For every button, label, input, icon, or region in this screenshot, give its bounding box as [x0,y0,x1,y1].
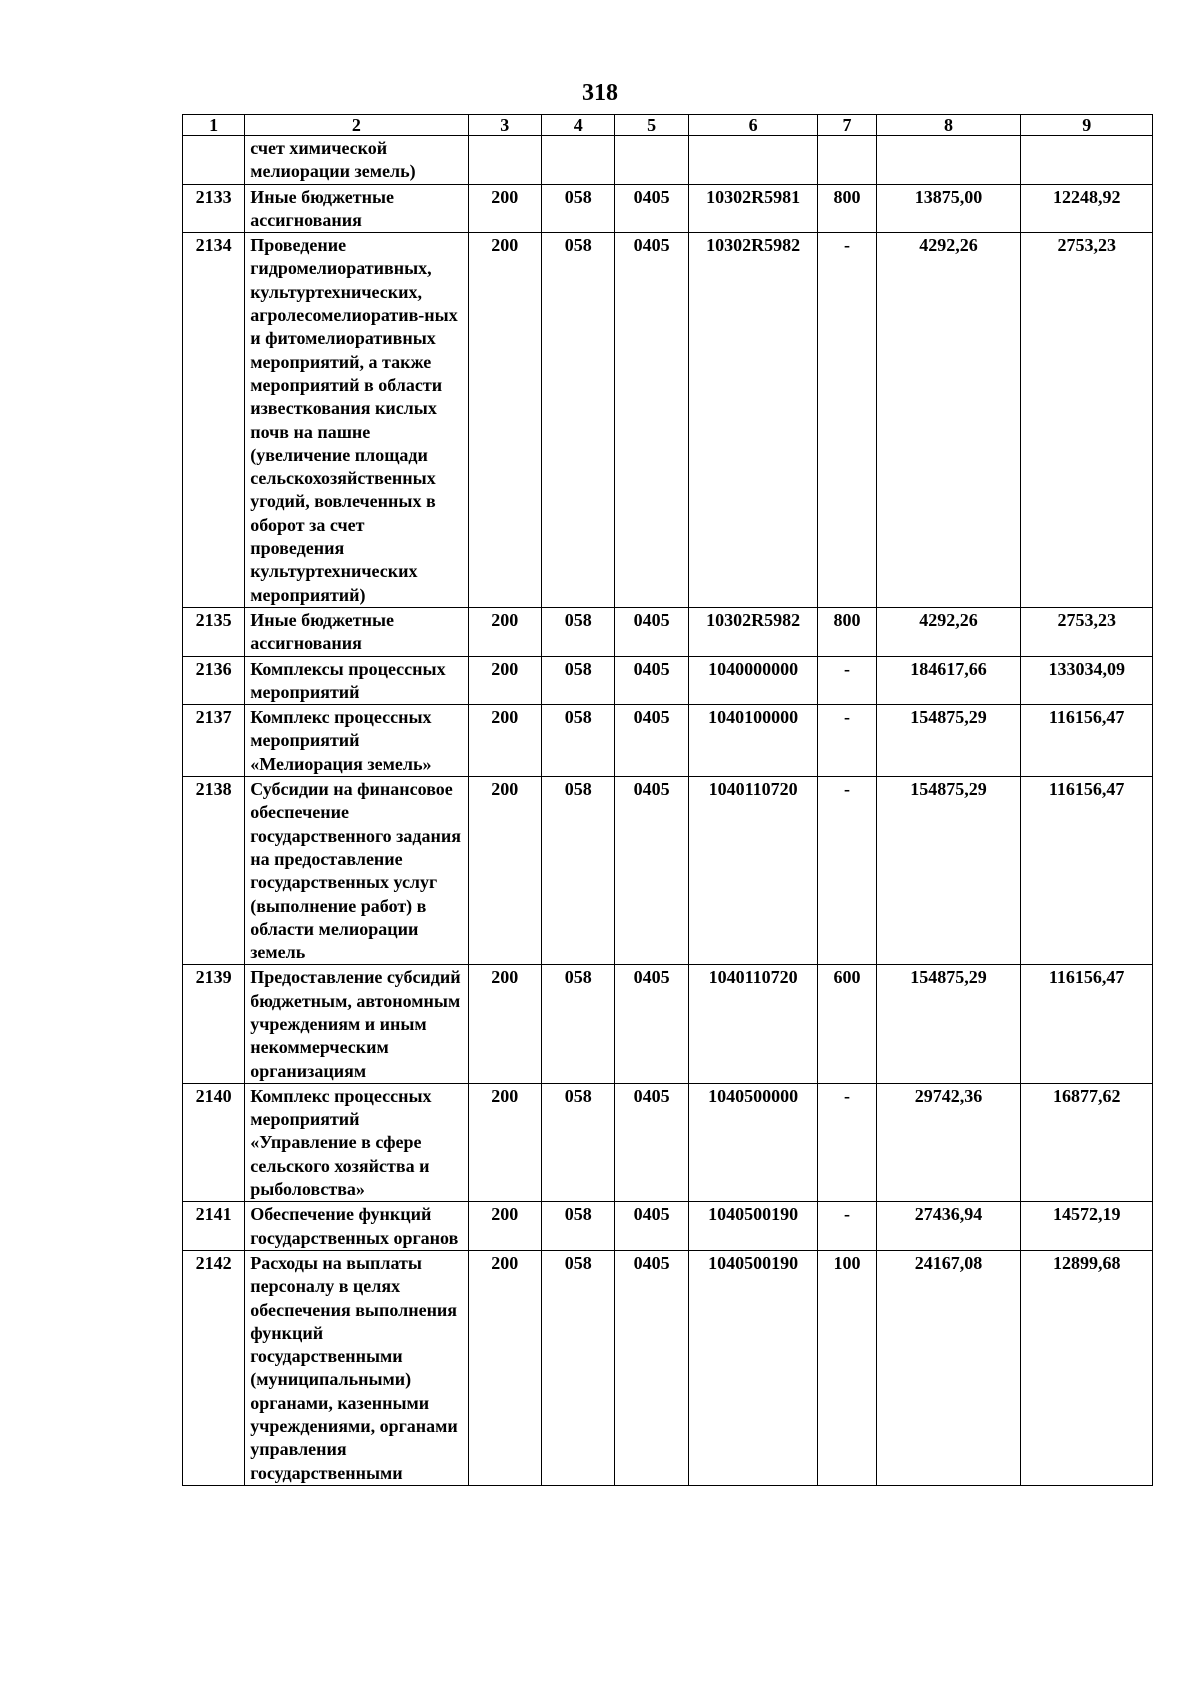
cell-col-3: 200 [468,777,541,965]
table-row [183,965,1153,1083]
row-description: Проведение гидромелиоративных, культуртехнических, агролесомелиоратив-ных и фитомелиоративных мероприятий, а также мероприятий в области известкования кислых почв на пашне (увеличение площади сельскохозяйственных угодий, вовлеченных в оборот за счет проведения культуртехнических мероприятий) [245,233,468,608]
cell-col-6: 1040100000 [688,705,818,777]
row-description: Расходы на выплаты персоналу в целях обеспечения выполнения функций государственными (муниципальными) органами, казенными учреждениями, органами управления государственными [245,1250,468,1485]
cell-col-8 [876,136,1021,185]
cell-col-8: 154875,29 [876,965,1021,1083]
cell-col-3: 200 [468,184,541,233]
cell-col-7: 800 [818,607,876,656]
column-header-5: 5 [615,115,688,136]
cell-col-8: 4292,26 [876,607,1021,656]
cell-col-5: 0405 [615,656,688,705]
column-header-2: 2 [245,115,468,136]
cell-col-8: 13875,00 [876,184,1021,233]
cell-col-8: 154875,29 [876,777,1021,965]
cell-col-3: 200 [468,965,541,1083]
row-description: счет химической мелиорации земель) [245,136,468,185]
table-row [183,184,1153,233]
row-number: 2135 [183,607,245,656]
cell-col-9: 133034,09 [1021,656,1153,705]
cell-col-4: 058 [542,1202,615,1251]
row-number: 2138 [183,777,245,965]
table-row [183,136,1153,185]
cell-col-8: 184617,66 [876,656,1021,705]
cell-col-3: 200 [468,1202,541,1251]
cell-col-6: 1040110720 [688,965,818,1083]
column-header-3: 3 [468,115,541,136]
cell-col-5: 0405 [615,705,688,777]
row-number: 2137 [183,705,245,777]
cell-col-5: 0405 [615,607,688,656]
cell-col-8: 154875,29 [876,705,1021,777]
cell-col-8: 4292,26 [876,233,1021,608]
cell-col-4: 058 [542,965,615,1083]
row-description: Субсидии на финансовое обеспечение государственного задания на предоставление государственных услуг (выполнение работ) в области мелиорации земель [245,777,468,965]
row-number: 2140 [183,1083,245,1201]
cell-col-7: - [818,777,876,965]
row-description: Предоставление субсидий бюджетным, автономным учреждениям и иным некоммерческим организациям [245,965,468,1083]
table-row [183,705,1153,777]
cell-col-6: 10302R5981 [688,184,818,233]
cell-col-3: 200 [468,1250,541,1485]
cell-col-7 [818,136,876,185]
column-header-8: 8 [876,115,1021,136]
cell-col-4 [542,136,615,185]
table-row [183,656,1153,705]
column-header-9: 9 [1021,115,1153,136]
cell-col-4: 058 [542,233,615,608]
budget-table [182,114,1153,1486]
row-description: Комплексы процессных мероприятий [245,656,468,705]
cell-col-6: 1040500190 [688,1202,818,1251]
cell-col-8: 29742,36 [876,1083,1021,1201]
row-number: 2139 [183,965,245,1083]
cell-col-7: - [818,705,876,777]
cell-col-6: 1040110720 [688,777,818,965]
row-description: Комплекс процессных мероприятий «Мелиорация земель» [245,705,468,777]
cell-col-7: 800 [818,184,876,233]
cell-col-4: 058 [542,777,615,965]
row-number: 2133 [183,184,245,233]
cell-col-7: 600 [818,965,876,1083]
cell-col-5: 0405 [615,1250,688,1485]
cell-col-9 [1021,136,1153,185]
cell-col-3: 200 [468,607,541,656]
column-number-row [183,115,1153,136]
cell-col-4: 058 [542,656,615,705]
cell-col-3: 200 [468,656,541,705]
column-header-1: 1 [183,115,245,136]
cell-col-7: - [818,233,876,608]
row-number: 2136 [183,656,245,705]
cell-col-3: 200 [468,705,541,777]
cell-col-6: 1040500190 [688,1250,818,1485]
row-description: Комплекс процессных мероприятий «Управление в сфере сельского хозяйства и рыболовства» [245,1083,468,1201]
cell-col-5: 0405 [615,233,688,608]
cell-col-7: - [818,1083,876,1201]
cell-col-9: 16877,62 [1021,1083,1153,1201]
cell-col-6 [688,136,818,185]
cell-col-3: 200 [468,1083,541,1201]
cell-col-5: 0405 [615,965,688,1083]
table-row [183,777,1153,965]
column-header-4: 4 [542,115,615,136]
cell-col-9: 116156,47 [1021,777,1153,965]
column-header-7: 7 [818,115,876,136]
row-description: Иные бюджетные ассигнования [245,184,468,233]
table-row [183,1250,1153,1485]
page-number: 318 [582,80,618,106]
cell-col-9: 2753,23 [1021,607,1153,656]
cell-col-8: 27436,94 [876,1202,1021,1251]
row-number: 2141 [183,1202,245,1251]
cell-col-5: 0405 [615,184,688,233]
cell-col-6: 10302R5982 [688,607,818,656]
cell-col-5: 0405 [615,1202,688,1251]
cell-col-4: 058 [542,1250,615,1485]
cell-col-3: 200 [468,233,541,608]
row-description: Обеспечение функций государственных органов [245,1202,468,1251]
cell-col-9: 14572,19 [1021,1202,1153,1251]
table-row [183,1083,1153,1201]
cell-col-4: 058 [542,705,615,777]
cell-col-9: 12899,68 [1021,1250,1153,1485]
cell-col-3 [468,136,541,185]
table-row [183,607,1153,656]
cell-col-9: 12248,92 [1021,184,1153,233]
cell-col-9: 116156,47 [1021,965,1153,1083]
row-number: 2134 [183,233,245,608]
cell-col-6: 1040000000 [688,656,818,705]
row-number [183,136,245,185]
row-description: Иные бюджетные ассигнования [245,607,468,656]
table-row [183,1202,1153,1251]
cell-col-4: 058 [542,184,615,233]
cell-col-4: 058 [542,1083,615,1201]
cell-col-9: 116156,47 [1021,705,1153,777]
cell-col-6: 10302R5982 [688,233,818,608]
column-header-6: 6 [688,115,818,136]
cell-col-7: 100 [818,1250,876,1485]
cell-col-5: 0405 [615,777,688,965]
cell-col-9: 2753,23 [1021,233,1153,608]
cell-col-4: 058 [542,607,615,656]
cell-col-7: - [818,1202,876,1251]
cell-col-6: 1040500000 [688,1083,818,1201]
cell-col-5 [615,136,688,185]
table-row [183,233,1153,608]
cell-col-7: - [818,656,876,705]
cell-col-5: 0405 [615,1083,688,1201]
row-number: 2142 [183,1250,245,1485]
cell-col-8: 24167,08 [876,1250,1021,1485]
